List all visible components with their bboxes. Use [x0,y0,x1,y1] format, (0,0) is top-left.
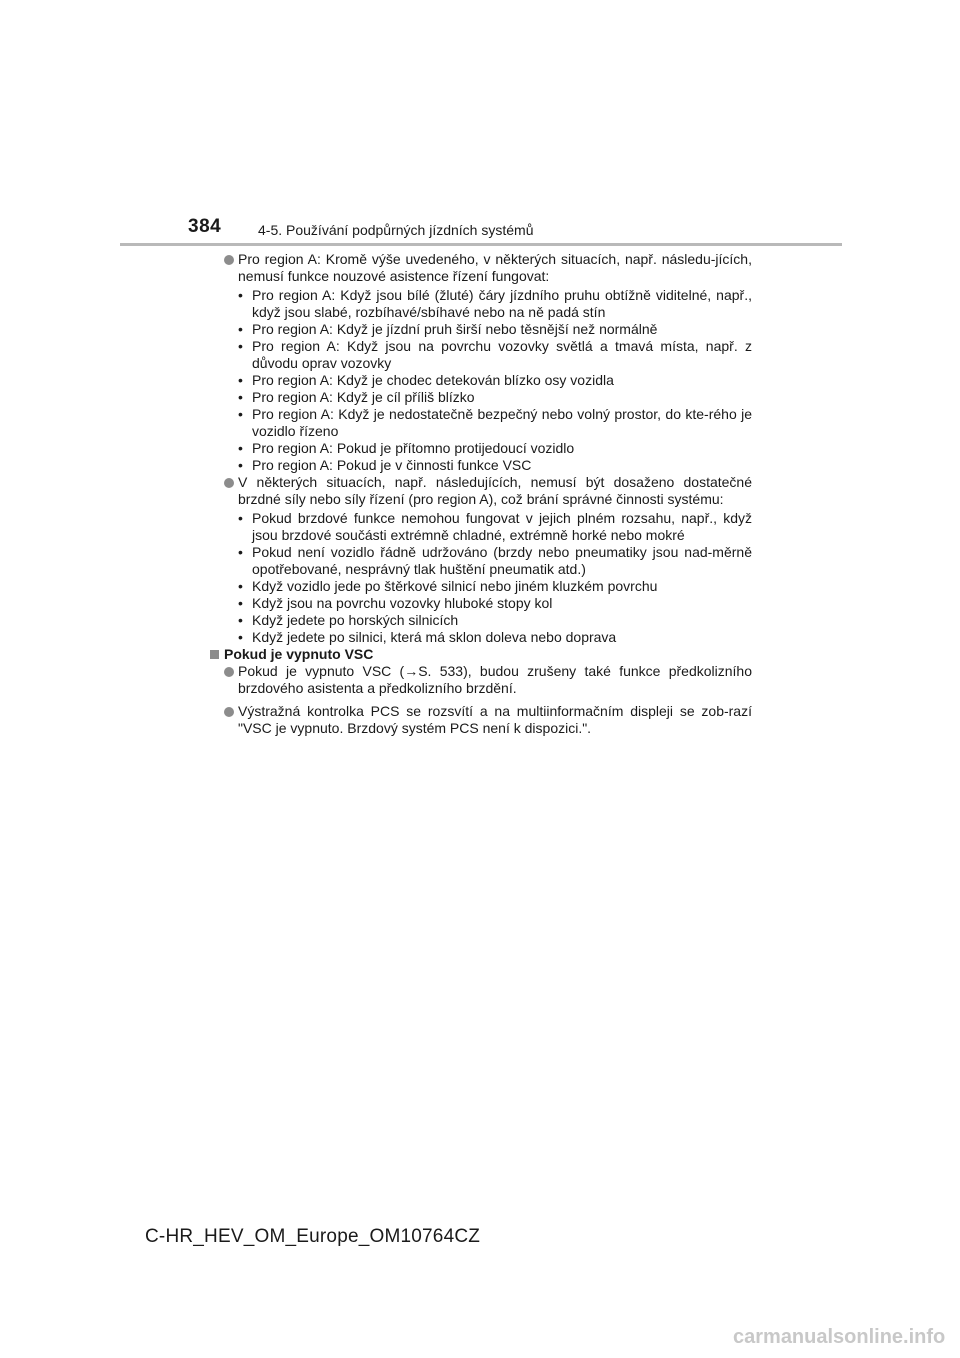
section-title: 4-5. Používání podpůrných jízdních systémů [258,222,534,238]
steering-conditions-list [210,287,752,474]
list-item: • Pokud brzdové funkce nemohou fungovat v jejich plném rozsahu, např., když jsou brzdové součásti extrémně chladné, extrémně horké nebo mokré [238,510,752,543]
list-item: • Pro region A: Když je cíl příliš blízko [238,389,475,405]
heading-square-icon [210,650,219,659]
vsc-off-heading [210,646,752,663]
list-item: • Pro region A: Když jsou na povrchu vozovky světlá a tmavá místa, např. z důvodu oprav vozovky [238,338,752,371]
list-item: • Pro region A: Když je chodec detekován blízko osy vozidla [238,372,614,388]
bullet-braking-force [210,474,752,508]
bullet-dot-icon [224,478,234,488]
list-item: • Když vozidlo jede po štěrkové silnicí nebo jiném kluzkém povrchu [238,578,658,594]
bullet-text: V některých situacích, např. následujících, nemusí být dosaženo dostatečné brzdné síly nebo síly řízení (pro region A), což brání správné činnosti systému: [238,474,752,507]
bullet-text: Pokud je vypnuto VSC (→S. 533), budou zrušeny také funkce předkolizního brzdového asistenta a předkolizního brzdění. [238,663,752,696]
watermark: carmanualsonline.info [733,1326,946,1348]
bullet-text: Výstražná kontrolka PCS se rozsvítí a na multiinformačním displeji se zob-razí "VSC je vypnuto. Brzdový systém PCS není k dispozici.". [238,703,752,736]
bullet-dot-icon [224,667,234,677]
list-item: • Pro region A: Když je jízdní pruh širší nebo těsnější než normálně [238,321,658,337]
list-item: • Když jsou na povrchu vozovky hluboké stopy kol [238,595,553,611]
bullet-text: Pro region A: Kromě výše uvedeného, v některých situacích, např. následu-jících, nemusí funkce nouzové asistence řízení fungovat: [238,251,752,284]
bullet-pcs-warning [210,703,752,737]
list-item: • Když jedete po horských silnicích [238,612,459,628]
header-rule [120,243,842,246]
list-item: • Pro region A: Když jsou bílé (žluté) čáry jízdního pruhu obtížně viditelné, např., když jsou slabé, rozbíhavé/sbíhavé nebo na ně padá stín [238,287,752,320]
bullet-vsc-off [210,663,752,697]
list-item: • Pokud není vozidlo řádně udržováno (brzdy nebo pneumatiky jsou nad-měrně opotřebované, nesprávný tlak huštění pneumatik atd.) [238,544,752,577]
list-item: • Když jedete po silnici, která má sklon doleva nebo doprava [238,629,617,645]
list-item: • Pro region A: Pokud je v činnosti funkce VSC [238,457,532,473]
braking-conditions-list [210,510,752,646]
bullet-dot-icon [224,255,234,265]
list-item: • Pro region A: Když je nedostatečně bezpečný nebo volný prostor, do kte-rého je vozidlo řízeno [238,406,752,439]
page-number: 384 [188,216,222,237]
list-item: • Pro region A: Pokud je přítomno protijedoucí vozidlo [238,440,575,456]
page-content [210,251,752,737]
bullet-dot-icon [224,707,234,717]
footer-code: C-HR_HEV_OM_Europe_OM10764CZ [145,1226,481,1247]
heading-text: Pokud je vypnuto VSC [224,646,374,662]
bullet-steering-assist [210,251,752,285]
